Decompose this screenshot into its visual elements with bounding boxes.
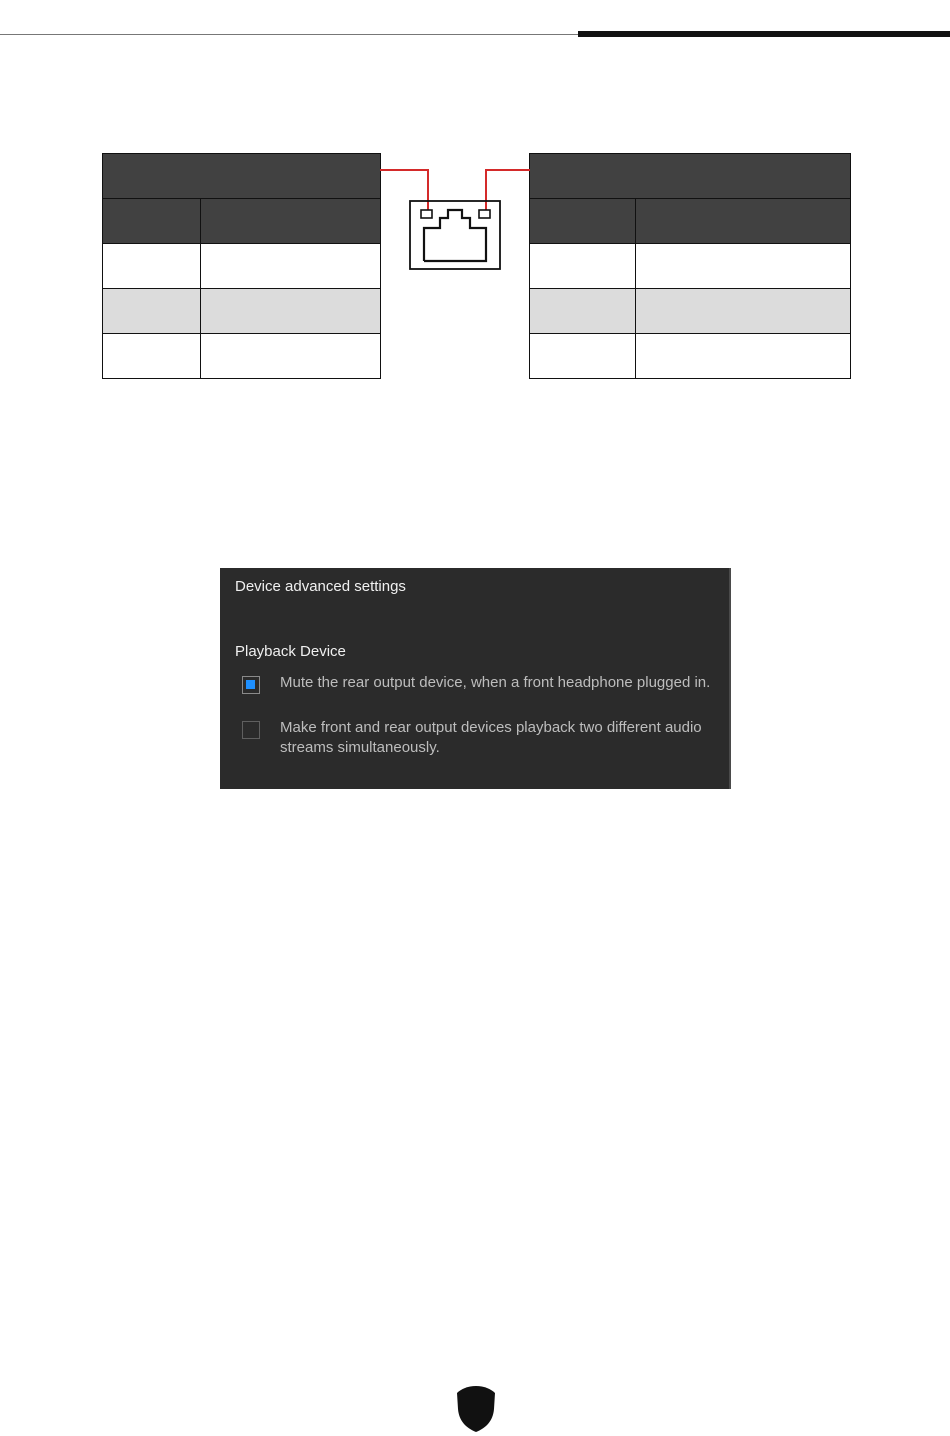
table-row [103, 289, 381, 334]
checkbox-unchecked-icon[interactable] [242, 721, 260, 739]
page-top-rule-accent [578, 31, 950, 37]
table-cell [103, 244, 201, 289]
table-cell [530, 334, 636, 379]
table-cell [201, 244, 381, 289]
table-cell [636, 289, 851, 334]
playback-device-heading: Playback Device [235, 643, 346, 660]
table-subheader-cell [201, 199, 381, 244]
led-left-icon [421, 210, 432, 218]
table-subheader-cell [530, 199, 636, 244]
led-table-right [529, 153, 851, 379]
table-header-cell [530, 154, 851, 199]
multistream-option-label[interactable]: Make front and rear output devices playback two different audio streams simultaneously. [280, 719, 702, 756]
table-row [103, 199, 381, 244]
rj45-port-icon [370, 160, 540, 275]
table-row [530, 289, 851, 334]
checkbox-checked-icon[interactable] [242, 676, 260, 694]
mute-rear-option-label[interactable]: Mute the rear output device, when a front headphone plugged in. [280, 674, 711, 691]
table-cell [103, 334, 201, 379]
device-advanced-settings-panel [220, 568, 731, 789]
table-cell [103, 289, 201, 334]
table-subheader-cell [636, 199, 851, 244]
table-cell [530, 244, 636, 289]
shield-logo-icon [456, 1385, 496, 1433]
port-socket [424, 210, 486, 261]
table-row [530, 199, 851, 244]
panel-title: Device advanced settings [235, 578, 406, 595]
table-row [530, 244, 851, 289]
table-row [530, 154, 851, 199]
led-leader-line-left [380, 170, 428, 210]
table-row [103, 334, 381, 379]
led-right-icon [479, 210, 490, 218]
table-subheader-cell [103, 199, 201, 244]
led-leader-line-right [486, 170, 530, 210]
table-row [530, 334, 851, 379]
table-cell [636, 244, 851, 289]
table-row [103, 154, 381, 199]
table-cell [530, 289, 636, 334]
table-cell [201, 334, 381, 379]
table-cell [201, 289, 381, 334]
table-cell [636, 334, 851, 379]
table-row [103, 244, 381, 289]
led-table-left [102, 153, 381, 379]
table-header-cell [103, 154, 381, 199]
